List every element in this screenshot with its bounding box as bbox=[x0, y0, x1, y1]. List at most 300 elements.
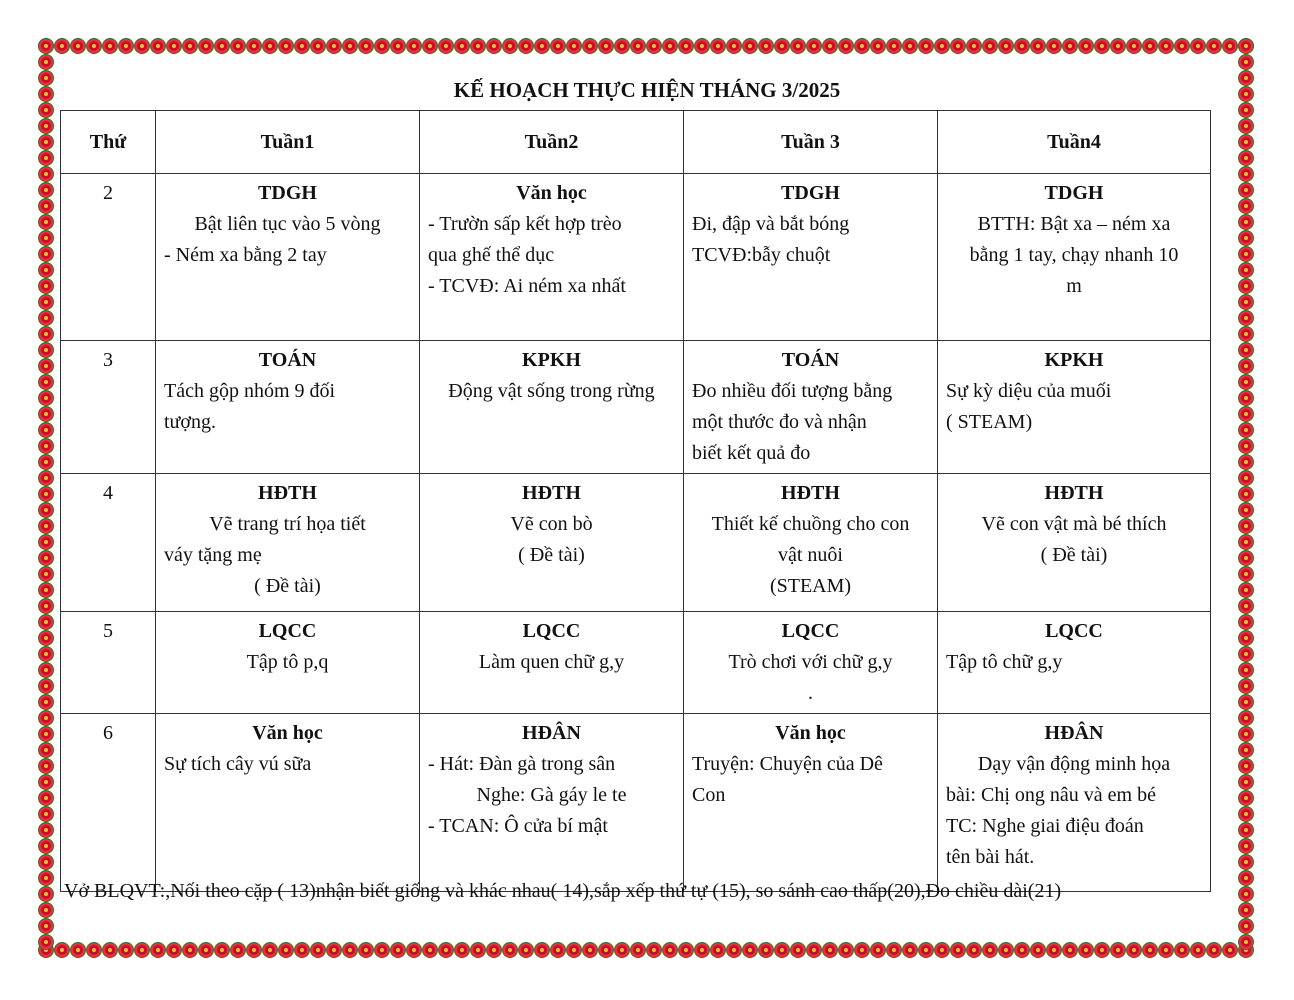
flower-icon bbox=[1238, 726, 1254, 742]
flower-icon bbox=[38, 246, 54, 262]
flower-icon bbox=[38, 518, 54, 534]
activity-line: Trò chơi với chữ g,y bbox=[728, 651, 893, 673]
activity-line: vật nuôi bbox=[778, 544, 843, 566]
flower-icon bbox=[38, 774, 54, 790]
border-bottom bbox=[38, 942, 1254, 958]
activity-cell bbox=[684, 474, 938, 612]
flower-icon bbox=[870, 942, 886, 958]
activity-line: ( STEAM) bbox=[946, 411, 1033, 433]
activity-cell bbox=[420, 612, 684, 714]
activity-line: Bật liên tục vào 5 vòng bbox=[194, 213, 381, 235]
border-top bbox=[38, 38, 1254, 54]
activity-line: váy tặng mẹ bbox=[164, 544, 262, 566]
flower-icon bbox=[1238, 806, 1254, 822]
flower-icon bbox=[1238, 790, 1254, 806]
flower-icon bbox=[38, 790, 54, 806]
activity-line: Nghe: Gà gáy le te bbox=[476, 784, 627, 806]
flower-icon bbox=[1014, 38, 1030, 54]
flower-icon bbox=[294, 38, 310, 54]
flower-icon bbox=[550, 942, 566, 958]
flower-icon bbox=[422, 38, 438, 54]
activity-cell bbox=[938, 474, 1211, 612]
flower-icon bbox=[1238, 838, 1254, 854]
flower-icon bbox=[886, 38, 902, 54]
flower-icon bbox=[38, 406, 54, 422]
flower-icon bbox=[342, 942, 358, 958]
flower-icon bbox=[982, 942, 998, 958]
page-title: KẾ HOẠCH THỰC HIỆN THÁNG 3/2025 bbox=[453, 78, 841, 102]
flower-icon bbox=[198, 38, 214, 54]
flower-icon bbox=[1238, 102, 1254, 118]
flower-icon bbox=[486, 942, 502, 958]
table-row bbox=[61, 612, 1211, 714]
flower-icon bbox=[390, 942, 406, 958]
flower-icon bbox=[726, 942, 742, 958]
activity-cell bbox=[684, 612, 938, 714]
activity-line: - TCVĐ: Ai ném xa nhất bbox=[428, 275, 626, 297]
activity-cell bbox=[420, 341, 684, 474]
flower-icon bbox=[886, 942, 902, 958]
flower-icon bbox=[1238, 342, 1254, 358]
activity-line: Dạy vận động minh họa bbox=[977, 753, 1171, 775]
flower-icon bbox=[1238, 550, 1254, 566]
flower-icon bbox=[742, 38, 758, 54]
flower-icon bbox=[38, 886, 54, 902]
flower-icon bbox=[1238, 246, 1254, 262]
flower-icon bbox=[550, 38, 566, 54]
activity-line: Vẽ trang trí họa tiết bbox=[209, 513, 366, 535]
table-row bbox=[61, 174, 1211, 341]
subject-label: TOÁN bbox=[781, 349, 840, 371]
flower-icon bbox=[38, 326, 54, 342]
flower-icon bbox=[1238, 678, 1254, 694]
flower-icon bbox=[1110, 942, 1126, 958]
flower-icon bbox=[1238, 134, 1254, 150]
activity-line: Thiết kế chuồng cho con bbox=[711, 513, 910, 535]
table-row bbox=[61, 714, 1211, 892]
flower-icon bbox=[838, 38, 854, 54]
flower-icon bbox=[1174, 38, 1190, 54]
flower-icon bbox=[182, 942, 198, 958]
flower-icon bbox=[822, 38, 838, 54]
flower-icon bbox=[230, 38, 246, 54]
activity-line: Đo nhiều đối tượng bằng bbox=[692, 380, 893, 402]
activity-cell bbox=[156, 341, 420, 474]
flower-icon bbox=[1238, 774, 1254, 790]
activity-line: qua ghế thể dục bbox=[428, 244, 555, 266]
flower-icon bbox=[1142, 38, 1158, 54]
activity-line: tên bài hát. bbox=[946, 846, 1035, 868]
flower-icon bbox=[1078, 942, 1094, 958]
flower-icon bbox=[38, 358, 54, 374]
flower-icon bbox=[38, 934, 54, 950]
flower-icon bbox=[38, 214, 54, 230]
activity-cell bbox=[156, 474, 420, 612]
flower-icon bbox=[870, 38, 886, 54]
activity-cell bbox=[156, 174, 420, 341]
flower-icon bbox=[470, 38, 486, 54]
flower-icon bbox=[38, 902, 54, 918]
flower-icon bbox=[1238, 454, 1254, 470]
flower-icon bbox=[326, 942, 342, 958]
day-cell: 5 bbox=[61, 612, 156, 714]
subject-label: HĐÂN bbox=[1044, 722, 1104, 744]
flower-icon bbox=[950, 942, 966, 958]
flower-icon bbox=[182, 38, 198, 54]
flower-icon bbox=[38, 438, 54, 454]
header-week-1: Tuần1 bbox=[156, 111, 420, 174]
activity-cell bbox=[938, 612, 1211, 714]
flower-icon bbox=[1238, 374, 1254, 390]
flower-icon bbox=[166, 942, 182, 958]
flower-icon bbox=[38, 710, 54, 726]
flower-icon bbox=[38, 294, 54, 310]
flower-icon bbox=[38, 38, 54, 54]
flower-icon bbox=[1238, 150, 1254, 166]
activity-line: TC: Nghe giai điệu đoán bbox=[946, 815, 1144, 837]
flower-icon bbox=[742, 942, 758, 958]
activity-line: Đi, đập và bắt bóng bbox=[692, 213, 850, 235]
flower-icon bbox=[38, 486, 54, 502]
flower-icon bbox=[150, 942, 166, 958]
flower-icon bbox=[502, 38, 518, 54]
flower-icon bbox=[134, 38, 150, 54]
flower-icon bbox=[38, 198, 54, 214]
flower-icon bbox=[1238, 694, 1254, 710]
flower-icon bbox=[694, 942, 710, 958]
flower-icon bbox=[438, 942, 454, 958]
flower-icon bbox=[246, 942, 262, 958]
flower-icon bbox=[1238, 486, 1254, 502]
flower-icon bbox=[198, 942, 214, 958]
flower-icon bbox=[1094, 942, 1110, 958]
activity-cell bbox=[420, 714, 684, 892]
flower-icon bbox=[38, 70, 54, 86]
flower-icon bbox=[118, 38, 134, 54]
flower-icon bbox=[1238, 502, 1254, 518]
flower-icon bbox=[1238, 390, 1254, 406]
subject-label: LQCC bbox=[258, 620, 317, 642]
flower-icon bbox=[1238, 86, 1254, 102]
flower-icon bbox=[70, 38, 86, 54]
flower-icon bbox=[1238, 614, 1254, 630]
activity-cell bbox=[938, 714, 1211, 892]
flower-icon bbox=[470, 942, 486, 958]
flower-icon bbox=[38, 310, 54, 326]
flower-icon bbox=[790, 38, 806, 54]
flower-icon bbox=[1238, 934, 1254, 950]
activity-line: Vẽ con vật mà bé thích bbox=[981, 513, 1167, 535]
flower-icon bbox=[966, 942, 982, 958]
flower-icon bbox=[358, 942, 374, 958]
day-cell: 6 bbox=[61, 714, 156, 892]
flower-icon bbox=[150, 38, 166, 54]
flower-icon bbox=[582, 942, 598, 958]
flower-icon bbox=[38, 582, 54, 598]
flower-icon bbox=[38, 630, 54, 646]
activity-line: (STEAM) bbox=[769, 575, 852, 597]
table-row bbox=[61, 341, 1211, 474]
flower-icon bbox=[838, 942, 854, 958]
flower-icon bbox=[902, 38, 918, 54]
day-cell: 3 bbox=[61, 341, 156, 474]
flower-icon bbox=[1222, 942, 1238, 958]
flower-icon bbox=[310, 942, 326, 958]
flower-icon bbox=[38, 262, 54, 278]
flower-icon bbox=[1126, 38, 1142, 54]
flower-icon bbox=[38, 374, 54, 390]
activity-line: bài: Chị ong nâu và em bé bbox=[946, 784, 1156, 806]
border-left bbox=[38, 38, 54, 950]
flower-icon bbox=[38, 102, 54, 118]
subject-label: Văn học bbox=[252, 722, 323, 744]
flower-icon bbox=[1238, 214, 1254, 230]
activity-line: Vẽ con bò bbox=[510, 513, 593, 535]
flower-icon bbox=[582, 38, 598, 54]
subject-label: HĐTH bbox=[258, 482, 317, 504]
flower-icon bbox=[1062, 38, 1078, 54]
flower-icon bbox=[630, 38, 646, 54]
activity-line: Làm quen chữ g,y bbox=[478, 651, 625, 673]
flower-icon bbox=[1238, 310, 1254, 326]
subject-label: TDGH bbox=[1044, 182, 1104, 204]
day-cell: 4 bbox=[61, 474, 156, 612]
flower-icon bbox=[614, 38, 630, 54]
activity-line: Sự kỳ diệu của muối bbox=[946, 380, 1112, 402]
flower-icon bbox=[566, 38, 582, 54]
flower-icon bbox=[38, 694, 54, 710]
flower-icon bbox=[1046, 38, 1062, 54]
flower-icon bbox=[598, 942, 614, 958]
flower-icon bbox=[38, 726, 54, 742]
flower-icon bbox=[38, 230, 54, 246]
flower-icon bbox=[246, 38, 262, 54]
flower-icon bbox=[166, 38, 182, 54]
flower-icon bbox=[662, 942, 678, 958]
flower-icon bbox=[518, 38, 534, 54]
flower-icon bbox=[966, 38, 982, 54]
flower-icon bbox=[1238, 918, 1254, 934]
flower-icon bbox=[1206, 942, 1222, 958]
subject-label: LQCC bbox=[522, 620, 581, 642]
flower-icon bbox=[1238, 54, 1254, 70]
flower-icon bbox=[1014, 942, 1030, 958]
flower-icon bbox=[918, 942, 934, 958]
flower-icon bbox=[614, 942, 630, 958]
flower-icon bbox=[534, 38, 550, 54]
flower-icon bbox=[1062, 942, 1078, 958]
flower-icon bbox=[1238, 166, 1254, 182]
activity-line: - Ném xa bằng 2 tay bbox=[164, 244, 327, 266]
flower-icon bbox=[822, 942, 838, 958]
flower-icon bbox=[230, 942, 246, 958]
flower-icon bbox=[1030, 38, 1046, 54]
flower-icon bbox=[1030, 942, 1046, 958]
flower-icon bbox=[918, 38, 934, 54]
flower-icon bbox=[1238, 870, 1254, 886]
subject-label: HĐTH bbox=[522, 482, 581, 504]
flower-icon bbox=[38, 150, 54, 166]
activity-line: biết kết quả đo bbox=[692, 442, 811, 464]
subject-label: HĐTH bbox=[1044, 482, 1104, 504]
flower-icon bbox=[678, 942, 694, 958]
subject-label: LQCC bbox=[781, 620, 840, 642]
flower-icon bbox=[1238, 438, 1254, 454]
flower-icon bbox=[278, 38, 294, 54]
subject-label: Văn học bbox=[775, 722, 846, 744]
flower-icon bbox=[38, 134, 54, 150]
flower-icon bbox=[38, 118, 54, 134]
flower-icon bbox=[54, 942, 70, 958]
flower-icon bbox=[342, 38, 358, 54]
flower-icon bbox=[1190, 942, 1206, 958]
flower-icon bbox=[1238, 646, 1254, 662]
flower-icon bbox=[710, 38, 726, 54]
activity-line: - Trườn sấp kết hợp trèo bbox=[428, 213, 622, 235]
flower-icon bbox=[790, 942, 806, 958]
flower-icon bbox=[1238, 182, 1254, 198]
flower-icon bbox=[998, 942, 1014, 958]
header-week-4: Tuần4 bbox=[938, 111, 1211, 174]
flower-icon bbox=[38, 806, 54, 822]
flower-icon bbox=[1078, 38, 1094, 54]
activity-cell bbox=[420, 174, 684, 341]
flower-icon bbox=[38, 662, 54, 678]
flower-icon bbox=[1238, 822, 1254, 838]
flower-icon bbox=[1238, 886, 1254, 902]
flower-icon bbox=[1238, 38, 1254, 54]
flower-icon bbox=[214, 942, 230, 958]
subject-label: KPKH bbox=[1044, 349, 1104, 371]
flower-icon bbox=[406, 942, 422, 958]
flower-icon bbox=[38, 502, 54, 518]
flower-icon bbox=[854, 942, 870, 958]
flower-icon bbox=[118, 942, 134, 958]
flower-icon bbox=[38, 166, 54, 182]
flower-icon bbox=[294, 942, 310, 958]
activity-line: TCVĐ:bẫy chuột bbox=[692, 244, 831, 266]
table-header-row bbox=[61, 111, 1211, 174]
activity-line: Tách gộp nhóm 9 đối bbox=[164, 380, 336, 402]
flower-icon bbox=[1238, 758, 1254, 774]
flower-icon bbox=[1238, 278, 1254, 294]
flower-icon bbox=[950, 38, 966, 54]
activity-cell bbox=[156, 612, 420, 714]
flower-icon bbox=[982, 38, 998, 54]
flower-icon bbox=[1238, 198, 1254, 214]
flower-icon bbox=[1238, 294, 1254, 310]
subject-label: TOÁN bbox=[258, 349, 317, 371]
flower-icon bbox=[1158, 38, 1174, 54]
activity-line: bằng 1 tay, chạy nhanh 10 bbox=[969, 244, 1179, 266]
flower-icon bbox=[1238, 230, 1254, 246]
flower-icon bbox=[1238, 262, 1254, 278]
flower-icon bbox=[1110, 38, 1126, 54]
activity-line: Truyện: Chuyện của Dê bbox=[692, 753, 883, 775]
flower-icon bbox=[454, 38, 470, 54]
flower-icon bbox=[1238, 326, 1254, 342]
activity-cell bbox=[938, 341, 1211, 474]
flower-icon bbox=[502, 942, 518, 958]
flower-icon bbox=[1238, 630, 1254, 646]
activity-cell bbox=[156, 714, 420, 892]
table-row bbox=[61, 474, 1211, 612]
subject-label: Văn học bbox=[516, 182, 587, 204]
flower-icon bbox=[1238, 518, 1254, 534]
flower-icon bbox=[1142, 942, 1158, 958]
flower-icon bbox=[630, 942, 646, 958]
flower-icon bbox=[38, 390, 54, 406]
flower-icon bbox=[454, 942, 470, 958]
flower-icon bbox=[1238, 70, 1254, 86]
activity-line: - TCAN: Ô cửa bí mật bbox=[428, 815, 608, 837]
flower-icon bbox=[102, 38, 118, 54]
flower-icon bbox=[854, 38, 870, 54]
flower-icon bbox=[934, 942, 950, 958]
activity-cell bbox=[684, 714, 938, 892]
header-week-2: Tuần2 bbox=[420, 111, 684, 174]
flower-icon bbox=[1158, 942, 1174, 958]
flower-icon bbox=[326, 38, 342, 54]
flower-icon bbox=[1238, 358, 1254, 374]
flower-icon bbox=[1238, 406, 1254, 422]
activity-line: . bbox=[808, 682, 813, 704]
flower-icon bbox=[38, 646, 54, 662]
schedule-table bbox=[60, 110, 1211, 892]
flower-icon bbox=[710, 942, 726, 958]
flower-icon bbox=[1190, 38, 1206, 54]
flower-icon bbox=[38, 422, 54, 438]
flower-icon bbox=[374, 942, 390, 958]
flower-icon bbox=[1238, 534, 1254, 550]
footer-note: Vở BLQVT:,Nối theo cặp ( 13)nhận biết giống và khác nhau( 14),sắp xếp thứ tự (15), so sánh cao thấp(20),Đo chiều dài(21) bbox=[64, 880, 1062, 902]
flower-icon bbox=[678, 38, 694, 54]
activity-cell bbox=[684, 341, 938, 474]
flower-icon bbox=[438, 38, 454, 54]
activity-line: ( Đề tài) bbox=[518, 544, 585, 566]
flower-icon bbox=[998, 38, 1014, 54]
activity-line: Tập tô p,q bbox=[246, 651, 329, 673]
activity-line: tượng. bbox=[164, 411, 216, 433]
subject-label: TDGH bbox=[258, 182, 317, 204]
subject-label: HĐÂN bbox=[522, 722, 581, 744]
flower-icon bbox=[694, 38, 710, 54]
flower-icon bbox=[390, 38, 406, 54]
flower-icon bbox=[38, 678, 54, 694]
flower-icon bbox=[1046, 942, 1062, 958]
flower-icon bbox=[662, 38, 678, 54]
flower-icon bbox=[1238, 854, 1254, 870]
flower-icon bbox=[1238, 470, 1254, 486]
flower-icon bbox=[806, 942, 822, 958]
activity-line: ( Đề tài) bbox=[1040, 544, 1108, 566]
flower-icon bbox=[38, 614, 54, 630]
flower-icon bbox=[1238, 710, 1254, 726]
activity-cell bbox=[684, 174, 938, 341]
flower-icon bbox=[598, 38, 614, 54]
activity-cell bbox=[938, 174, 1211, 341]
flower-icon bbox=[86, 38, 102, 54]
flower-icon bbox=[1238, 582, 1254, 598]
activity-line: Tập tô chữ g,y bbox=[946, 651, 1063, 673]
flower-icon bbox=[406, 38, 422, 54]
flower-icon bbox=[262, 942, 278, 958]
activity-line: một thước đo và nhận bbox=[692, 411, 867, 433]
flower-icon bbox=[486, 38, 502, 54]
flower-icon bbox=[1238, 902, 1254, 918]
subject-label: LQCC bbox=[1045, 620, 1103, 642]
flower-icon bbox=[38, 470, 54, 486]
